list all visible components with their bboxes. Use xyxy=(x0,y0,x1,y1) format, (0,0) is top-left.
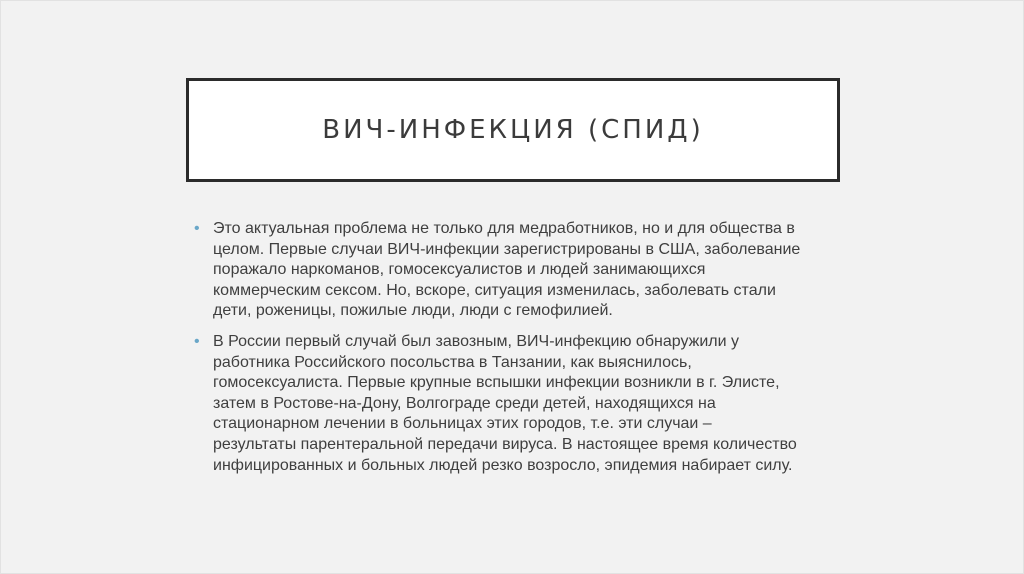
bullet-1-line-5: дети, роженицы, пожилые люди, люди с гемофилией. xyxy=(213,302,613,320)
bullet-2-line-4: затем в Ростове-на-Дону, Волгограде среди детей, находящихся на xyxy=(213,394,716,412)
bullet-2-line-5: стационарном лечении в больницах этих городов, т.е. эти случаи – xyxy=(213,415,712,433)
bullet-1-line-3: поражало наркоманов, гомосексуалистов и людей занимающихся xyxy=(213,261,706,279)
bullet-marker-icon: • xyxy=(194,220,200,237)
bullet-1-line-2: целом. Первые случаи ВИЧ-инфекции зарегистрированы в США, заболевание xyxy=(213,240,801,258)
bullet-item-2 xyxy=(191,332,851,476)
bullet-item-1 xyxy=(191,219,851,322)
bullet-2-line-1: В России первый случай был завозным, ВИЧ-инфекцию обнаружили у xyxy=(213,332,739,350)
bullet-2-line-7: инфицированных и больных людей резко возросло, эпидемия набирает силу. xyxy=(213,456,793,474)
bullet-1-line-4: коммерческим сексом. Но, вскоре, ситуация изменилась, заболевать стали xyxy=(213,281,776,299)
bullet-list xyxy=(191,219,851,486)
bullet-1-line-1: Это актуальная проблема не только для медработников, но и для общества в xyxy=(213,220,795,237)
bullet-marker-icon: • xyxy=(194,332,200,350)
bullet-2-line-2: работника Российского посольства в Танзании, как выяснилось, xyxy=(213,353,692,371)
slide-title: ВИЧ-ИНФЕКЦИЯ (СПИД) xyxy=(322,115,704,145)
bullet-2-line-3: гомосексуалиста. Первые крупные вспышки инфекции возникли в г. Элисте, xyxy=(213,374,780,392)
title-box xyxy=(186,78,840,182)
bullet-2-line-6: результаты парентеральной передачи вируса. В настоящее время количество xyxy=(213,435,797,453)
